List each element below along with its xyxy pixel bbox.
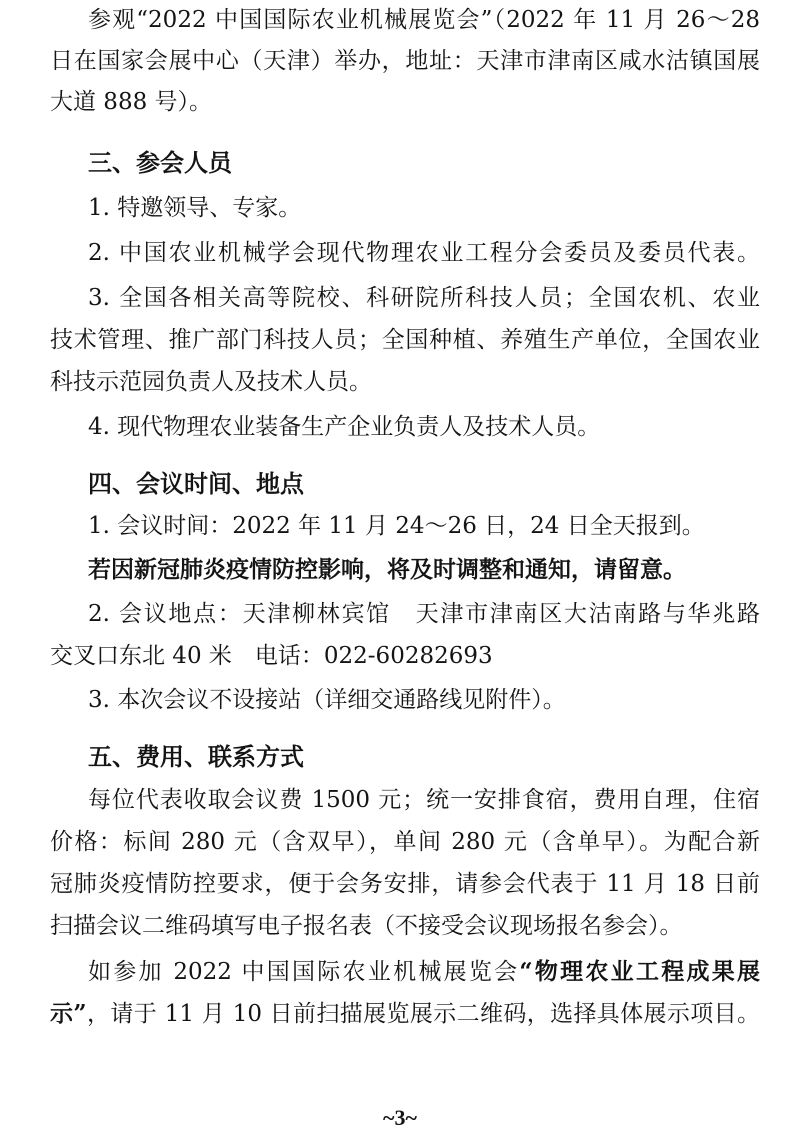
section-3-item-1: 1. 特邀领导、专家。 [88,195,302,221]
exhibit-title-start: “物理农业工程成果展 [519,958,760,985]
intro-line-2: 日在国家会展中心（天津）举办，地址：天津市津南区咸水沽镇国展 [50,48,760,74]
venue-line-1: 2. 会议地点：天津柳林宾馆 天津市津南区大沽南路与华兆路 [88,601,760,627]
pickup-line: 3. 本次会议不设接站（详细交通路线见附件）。 [88,687,566,713]
covid-notice: 若因新冠肺炎疫情防控影响，将及时调整和通知，请留意。 [88,556,686,583]
fee-line-3: 冠肺炎疫情防控要求，便于会务安排，请参会代表于 11 月 18 日前 [50,871,760,897]
venue-line-2: 交叉口东北 40 米 电话：022-60282693 [50,643,493,669]
fee-line-4: 扫描会议二维码填写电子报名表（不接受会议现场报名参会）。 [50,913,683,939]
intro-line-3: 大道 888 号）。 [50,89,213,115]
exhibit-line-2-rest: ，请于 11 月 10 日前扫描展览展示二维码，选择具体展示项目。 [86,1001,760,1027]
exhibit-line-2 [50,994,760,1034]
section-5-heading: 五、费用、联系方式 [88,742,304,771]
fee-line-1: 每位代表收取会议费 1500 元；统一安排食宿，费用自理，住宿 [88,787,760,813]
section-4-heading: 四、会议时间、地点 [88,469,304,498]
fee-line-2: 价格：标间 280 元（含双早），单间 280 元（含单早）。为配合新 [50,829,760,855]
intro-line-1: 参观“2022 中国国际农业机械展览会”（2022 年 11 月 26～28 [88,7,760,33]
exhibit-title-end: 示” [50,1000,87,1027]
section-3-item-3-line-1: 3. 全国各相关高等院校、科研院所科技人员；全国农机、农业 [88,285,760,311]
section-3-item-4: 4. 现代物理农业装备生产企业负责人及技术人员。 [88,414,601,440]
exhibit-line-1-prefix: 如参加 2022 中国国际农业机械展览会 [88,959,520,985]
exhibit-line-1 [88,952,760,992]
section-3-item-3-line-3: 科技示范园负责人及技术人员。 [50,369,372,395]
section-3-item-2: 2. 中国农业机械学会现代物理农业工程分会委员及委员代表。 [88,240,760,266]
page-number: ~3~ [383,1105,417,1130]
section-3-item-3-line-2: 技术管理、推广部门科技人员；全国种植、养殖生产单位，全国农业 [50,327,760,353]
section-3-heading: 三、参会人员 [88,148,232,177]
meeting-time-line: 1. 会议时间：2022 年 11 月 24～26 日，24 日全天报到。 [88,513,705,539]
